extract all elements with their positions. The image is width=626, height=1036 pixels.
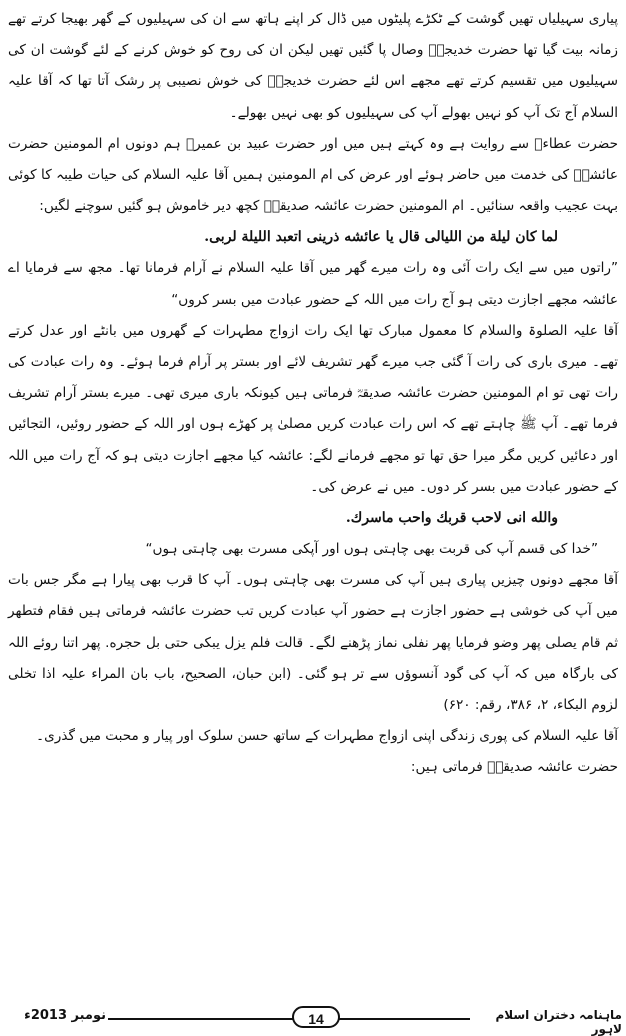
page-number: 14 [292,1006,340,1028]
article-body [8,4,618,784]
arabic-quote: لما كان ليلة من الليالی قال يا عائشه ذرينی اتعبد الليلة لربی. [204,229,558,246]
paragraph: آقا علیہ السلام کی پوری زندگی اپنی ازواج مطہرات کے ساتھ حسن سلوک اور پیار و محبت میں گذری۔ [36,728,618,745]
issue-date: نومبر 2013ء [24,1008,106,1023]
magazine-name: ماہنامہ دختران اسلام لاہور [495,1008,622,1036]
paragraph: آقا علیہ الصلوۃ والسلام کا معمول مبارک تھا ایک رات ازواج مطہرات کے گھروں میں بانٹے اور عدل کرتے تھے۔ میری باری کی رات آ گئی جب میرے گھر تشریف لائے اور بستر پر آرام فرما ہوئے۔ وہ رات عبادت کی رات تھی تو ام المومنین حضرت عائشہ صدیقہؓ فرماتی ہیں کیونکہ باری میری تھی۔ میرے بستر آرام تشریف فرما تھے۔ آپ ﷺ چاہتے تھے کہ اس رات عبادت کریں مصلیٰ پر کھڑے ہوں اور اللہ کے حضور روئیں، التجائیں اور دعائیں کریں مگر میرا حق تھا تو مجھے فرمانے لگے: عائشہ کیا مجھے اجازت دیتی ہو کہ آج رات میں اللہ کے حضور عبادت میں بسر کر دوں۔ میں نے عرض کی۔ [8,322,618,495]
page-footer [0,1006,626,1036]
paragraph: حضرت عائشہ صدیقہؓ فرماتی ہیں: [410,759,618,776]
paragraph: ”راتوں میں سے ایک رات آئی وہ رات میرے گھر میں آقا علیہ السلام نے آرام فرمانا تھا۔ مجھ سے فرمایا اے عائشہ مجھے اجازت دیتی ہو آج رات میں اللہ کے حضور عبادت میں بسر کروں“ [8,260,618,308]
arabic-quote: والله انی لاحب قربك واحب ماسرك. [345,510,558,527]
footer-rule-right [338,1018,470,1020]
footer-rule-left [108,1018,294,1020]
paragraph: حضرت عطاءؒ سے روایت ہے وہ کہتے ہیں میں اور حضرت عبید بن عمیرؓ ہم دونوں ام المومنین حضرت عائشہؓ کی خدمت میں حاضر ہوئے اور عرض کی ام المومنین ہمیں آقا علیہ السلام کی حیات طیبہ کا کوئی بہت عجیب واقعہ سنائیں۔ ام المومنین حضرت عائشہ صدیقہؓ کچھ دیر خاموش ہو گئیں سوچنے لگیں: [8,135,618,215]
paragraph: ”خدا کی قسم آپ کی قربت بھی چاہتی ہوں اور آپکی مسرت بھی چاہتی ہوں“ [145,541,598,558]
paragraph: آقا مجھے دونوں چیزیں پیاری ہیں آپ کی مسرت بھی چاہتی ہوں۔ آپ کا قرب بھی پیارا ہے مگر جس بات میں آپ کی خوشی ہے حضور اجازت ہے حضور آپ عبادت کریں تب حضرت عائشہ فرماتی ہیں فقام فتطهر ثم قام يصلی پھر وضو فرمایا پھر نفلی نماز پڑھنے لگے۔ قالت فلم يزل يبكی حتی بل حجره. پھر اتنا روئے اللہ کی بارگاہ میں کہ آپ کی گود آنسوؤں سے تر ہو گئی۔ (ابن حبان، الصحیح، باب بان المراء علیہ اذا تخلی لزوم البکاء، ۲، ۳۸۶، رقم: ۶۲۰) [8,572,618,714]
paragraph: پیاری سہیلیاں تھیں گوشت کے ٹکڑے پلیٹوں میں ڈال کر اپنے ہاتھ سے ان کی سہیلیوں کے گھر بھیجا کرتے تھے زمانہ بیت گیا تھا حضرت خدیجہؓ وصال پا گئیں تھیں لیکن ان کی روح کو خوش کرنے کے لئے گوشت ان کی سہیلیوں میں تقسیم کرتے تھے مجھے اس لئے حضرت خدیجہؓ کی خوش نصیبی پر رشک آتا تھا کہ آقا علیہ السلام آج تک آپ کو نہیں بھولے آپ کی سہیلیوں کو بھی نہیں بھولے۔ [8,11,618,121]
